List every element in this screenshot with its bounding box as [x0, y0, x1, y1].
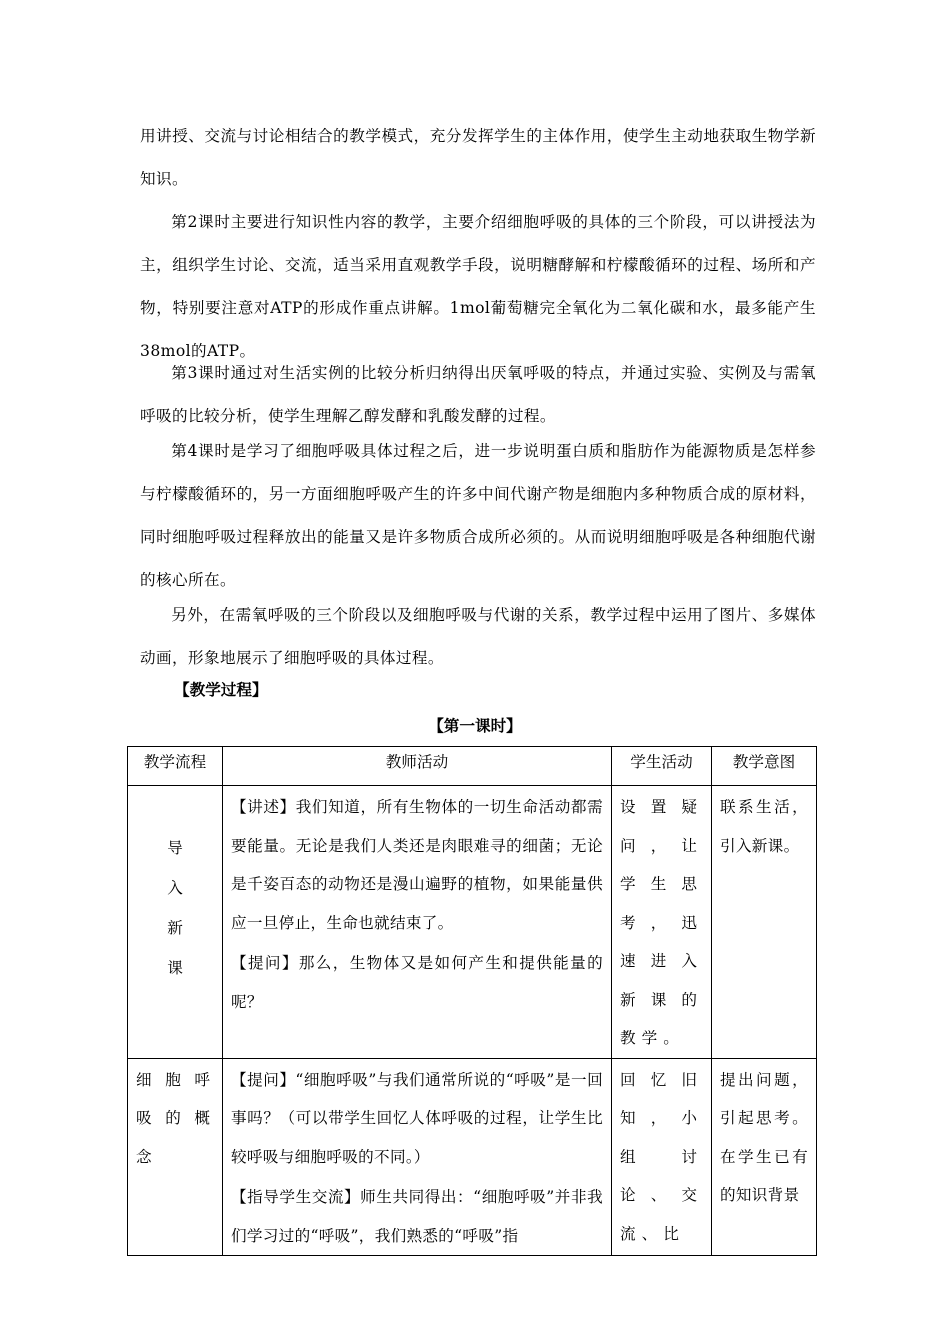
student-cell [612, 1058, 712, 1256]
table-row [128, 786, 817, 1059]
student-activity: 设置疑问，让学生思考，迅速进入新课的教学。 [620, 798, 703, 1047]
teacher-lecture: 【讲述】我们知道，所有生物体的一切生命活动都需要能量。无论是我们人类还是肉眼难寻的细菌；无论是千姿百态的动物还是漫山遍野的植物，如果能量供应一旦停止，生命也就结束了。 [231, 798, 603, 932]
table-header-row [128, 747, 817, 786]
teacher-question: 【提问】“细胞呼吸”与我们通常所说的“呼吸”是一回事吗？（可以带学生回忆人体呼吸的过程，让学生比较呼吸与细胞呼吸的不同。） [231, 1070, 603, 1166]
teacher-guide: 【指导学生交流】师生共同得出：“细胞呼吸”并非我们学习过的“呼吸”，我们熟悉的“呼吸”指 [231, 1188, 603, 1245]
teaching-intent: 联系生活，引入新课。 [720, 798, 808, 855]
stage-cell [128, 1058, 223, 1256]
intent-cell [712, 786, 817, 1059]
lesson-table [127, 746, 817, 1256]
teacher-question: 【提问】那么，生物体又是如何产生和提供能量的呢？ [231, 954, 603, 1011]
paragraph-lesson-4: 第4课时是学习了细胞呼吸具体过程之后，进一步说明蛋白质和脂肪作为能源物质是怎样参与柠檬酸循环的，另一方面细胞呼吸产生的许多中间代谢产物是细胞内多种物质合成的原材料，同时细胞呼吸过程释放出的能量又是许多物质合成所必须的。从而说明细胞呼吸是各种细胞代谢的核心所在。 [140, 442, 816, 589]
stage-label: 细胞呼吸的概念 [136, 1070, 214, 1166]
teaching-intent: 提出问题，引起思考。在学生已有的知识背景 [720, 1070, 808, 1204]
header-intent: 教学意图 [712, 747, 817, 786]
header-flow: 教学流程 [128, 747, 223, 786]
intent-cell [712, 1058, 817, 1256]
teacher-cell [223, 1058, 612, 1256]
header-student: 学生活动 [612, 747, 712, 786]
stage-char: 新 [167, 919, 183, 937]
stage-char: 课 [167, 959, 183, 977]
stage-char: 入 [167, 879, 183, 897]
student-cell [612, 786, 712, 1059]
paragraph-lesson-2: 第2课时主要进行知识性内容的教学，主要介绍细胞呼吸的具体的三个阶段，可以讲授法为主，组织学生讨论、交流，适当采用直观教学手段，说明糖酵解和柠檬酸循环的过程、场所和产物，特别要注意对ATP的形成作重点讲解。1mol葡萄糖完全氧化为二氧化碳和水，最多能产生38mol的ATP。 [140, 213, 816, 360]
student-activity: 回忆旧知，小组讨论、交流、比 [620, 1070, 703, 1243]
paragraph-continuation: 用讲授、交流与讨论相结合的教学模式，充分发挥学生的主体作用，使学生主动地获取生物学新知识。 [140, 127, 816, 188]
teacher-cell [223, 786, 612, 1059]
table-row [128, 1058, 817, 1256]
lesson-heading: 【第一课时】 [428, 716, 522, 735]
stage-char: 导 [167, 839, 183, 857]
paragraph-additional: 另外，在需氧呼吸的三个阶段以及细胞呼吸与代谢的关系，教学过程中运用了图片、多媒体动画，形象地展示了细胞呼吸的具体过程。 [140, 606, 816, 667]
section-heading: 【教学过程】 [174, 680, 268, 699]
stage-cell [128, 786, 223, 1059]
paragraph-lesson-3: 第3课时通过对生活实例的比较分析归纳得出厌氧呼吸的特点，并通过实验、实例及与需氧呼吸的比较分析，使学生理解乙醇发酵和乳酸发酵的过程。 [140, 364, 816, 425]
header-teacher: 教师活动 [223, 747, 612, 786]
